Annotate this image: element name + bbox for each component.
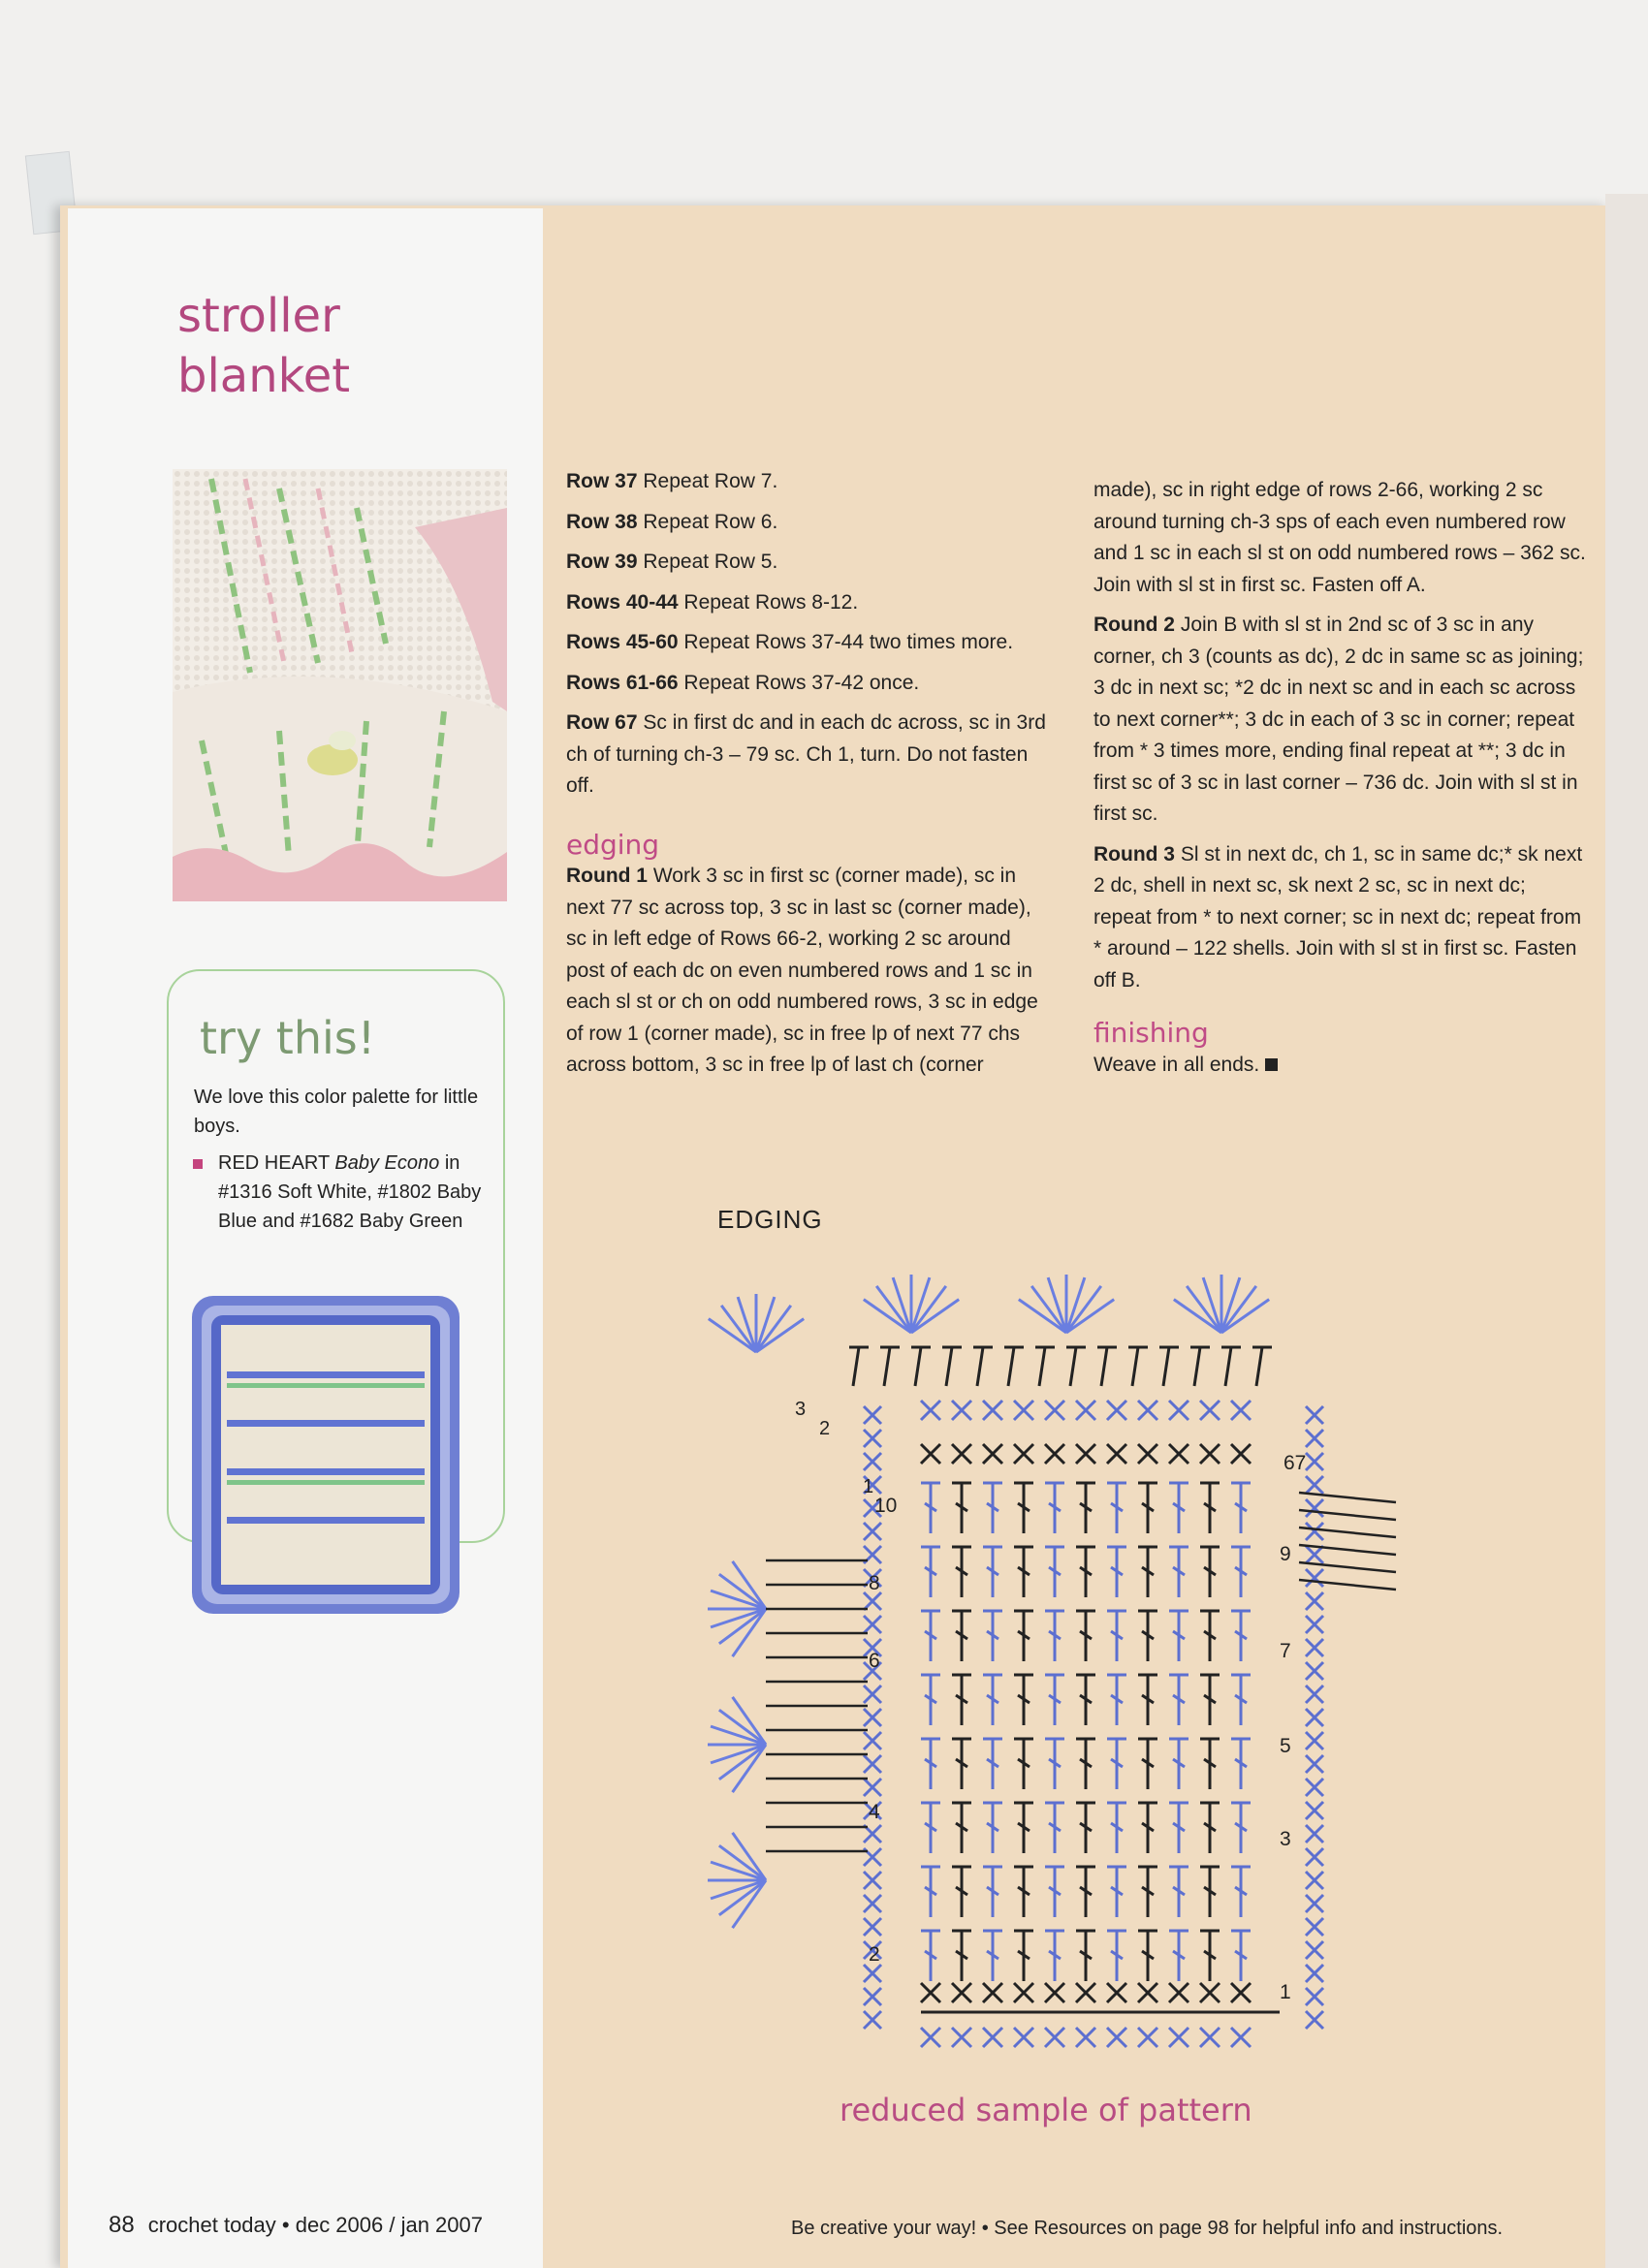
dc-stitch-mark [952, 1675, 971, 1725]
dc-stitch-mark [952, 1803, 971, 1853]
corner-number-label: 2 [819, 1418, 831, 1439]
dc-stitch-mark [1231, 1803, 1251, 1853]
dc-stitch-mark [983, 1675, 1002, 1725]
round-1-continued: made), sc in right edge of rows 2-66, working 2 sc around turning ch-3 sps of each even numbered row and 1 sc in each sl st on odd numbered rows – 362 sc. Join with sl st in first sc. Fasten off A. [1093, 479, 1586, 596]
try-this-yarn [218, 1149, 490, 1236]
dc-stitch-mark [1138, 1931, 1157, 1981]
yarn-brand: RED HEART [218, 1152, 330, 1174]
dc-stitch-mark [1045, 1675, 1064, 1725]
sc-stitch-mark [1231, 1983, 1251, 2002]
dc-stitch-mark [1076, 1611, 1095, 1661]
corner-number-label: 3 [795, 1399, 807, 1420]
dc-stitch-mark [1200, 1867, 1220, 1917]
sc-stitch-mark [864, 2011, 881, 2029]
sc-stitch-mark [1200, 1401, 1220, 1420]
dc-stitch-mark [1169, 1867, 1188, 1917]
dc-stitch-mark [1200, 1483, 1220, 1533]
sc-stitch-mark [921, 1983, 940, 2002]
sc-stitch-mark [1107, 1401, 1126, 1420]
dc-stitch-mark [1200, 1611, 1220, 1661]
corner-number-label: 1 [863, 1476, 874, 1497]
chart-svg [659, 1241, 1454, 2074]
dc-stitch-mark [1076, 1867, 1095, 1917]
edge-dc-mark [1128, 1347, 1148, 1386]
facing-page-edge [1605, 194, 1648, 2268]
sc-stitch-mark [921, 1401, 940, 1420]
sc-stitch-mark [1306, 1685, 1323, 1703]
dc-stitch-mark [1107, 1931, 1126, 1981]
dc-stitch-mark [1076, 1675, 1095, 1725]
sc-stitch-mark [1045, 2028, 1064, 2047]
sc-stitch-mark [864, 1709, 881, 1726]
sc-stitch-mark [1306, 1476, 1323, 1494]
sc-stitch-mark [983, 1983, 1002, 2002]
sc-stitch-mark [952, 1983, 971, 2002]
dc-stitch-mark [1107, 1867, 1126, 1917]
finishing-heading: finishing [1093, 1017, 1209, 1049]
dc-stitch-mark [1107, 1483, 1126, 1533]
edge-dc-mark [1252, 1347, 1272, 1386]
edge-dc-mark [1035, 1347, 1055, 1386]
page-footer-left: 88 crochet today • dec 2006 / jan 2007 [109, 2212, 483, 2238]
sc-stitch-mark [1107, 1444, 1126, 1464]
dc-stitch-mark [983, 1739, 1002, 1789]
blanket-photo [173, 469, 507, 901]
shell-stitch-mark [709, 1319, 756, 1352]
shell-stitch-mark [719, 1609, 766, 1644]
bullet-square-icon [193, 1159, 203, 1169]
dc-stitch-mark [1045, 1611, 1064, 1661]
dc-stitch-mark [1107, 1739, 1126, 1789]
sc-stitch-mark [864, 1779, 881, 1796]
sc-stitch-mark [1306, 1430, 1323, 1447]
page-title-line-2: blanket [177, 349, 351, 403]
instructions-column-2 [1093, 475, 1588, 1081]
dc-stitch-mark [1231, 1867, 1251, 1917]
edge-dc-mark [1299, 1580, 1396, 1590]
sc-stitch-mark [1076, 1983, 1095, 2002]
edging-heading: edging [566, 828, 660, 861]
dc-stitch-mark [1169, 1675, 1188, 1725]
dc-stitch-mark [1014, 1739, 1033, 1789]
shell-stitch-mark [719, 1880, 766, 1915]
sc-stitch-mark [1014, 1983, 1033, 2002]
dc-stitch-mark [952, 1867, 971, 1917]
sc-stitch-mark [1200, 1983, 1220, 2002]
sc-stitch-mark [1138, 1401, 1157, 1420]
sc-stitch-mark [1200, 1444, 1220, 1464]
dc-stitch-mark [1200, 1675, 1220, 1725]
dc-stitch-mark [1169, 1611, 1188, 1661]
sc-stitch-mark [864, 1592, 881, 1610]
row-38: Row 38 Repeat Row 6. [566, 510, 778, 533]
sc-stitch-mark [1200, 2028, 1220, 2047]
edge-dc-mark [1221, 1347, 1241, 1386]
sc-stitch-mark [864, 1965, 881, 1982]
edge-dc-mark [1190, 1347, 1210, 1386]
shell-stitch-mark [1203, 1277, 1221, 1333]
shell-stitch-mark [756, 1319, 804, 1352]
end-square-icon [1265, 1058, 1278, 1071]
page-number: 88 [109, 2212, 135, 2238]
sc-stitch-mark [1306, 1825, 1323, 1843]
row-number-label: 4 [869, 1801, 880, 1823]
dc-stitch-mark [1076, 1547, 1095, 1597]
dc-stitch-mark [1107, 1547, 1126, 1597]
dc-stitch-mark [983, 1547, 1002, 1597]
shell-stitch-mark [1221, 1277, 1240, 1333]
sc-stitch-mark [1306, 2011, 1323, 2029]
dc-stitch-mark [1138, 1803, 1157, 1853]
dc-stitch-mark [1045, 1803, 1064, 1853]
dc-stitch-mark [1076, 1483, 1095, 1533]
sc-stitch-mark [1107, 1983, 1126, 2002]
shell-stitch-mark [738, 1297, 756, 1352]
shell-stitch-mark [733, 1561, 766, 1609]
dc-stitch-mark [952, 1611, 971, 1661]
try-this-heading: try this! [200, 1012, 376, 1064]
dc-stitch-mark [921, 1867, 940, 1917]
dc-stitch-mark [1200, 1739, 1220, 1789]
sc-stitch-mark [864, 1918, 881, 1936]
sc-stitch-mark [1076, 1444, 1095, 1464]
sc-stitch-mark [1306, 1732, 1323, 1749]
sc-stitch-mark [1306, 1918, 1323, 1936]
sc-stitch-mark [1138, 2028, 1157, 2047]
sc-stitch-mark [1306, 1755, 1323, 1773]
dc-stitch-mark [1045, 1547, 1064, 1597]
dc-stitch-mark [983, 1867, 1002, 1917]
dc-stitch-mark [921, 1803, 940, 1853]
dc-stitch-mark [1014, 1483, 1033, 1533]
sc-stitch-mark [1306, 1941, 1323, 1959]
sc-stitch-mark [1231, 1401, 1251, 1420]
shell-stitch-mark [911, 1286, 946, 1333]
dc-stitch-mark [1107, 1675, 1126, 1725]
edging-chart [659, 1241, 1454, 2074]
shell-stitch-mark [911, 1277, 930, 1333]
dc-stitch-mark [952, 1739, 971, 1789]
dc-stitch-mark [1014, 1675, 1033, 1725]
dc-stitch-mark [1076, 1739, 1095, 1789]
dc-stitch-mark [1107, 1803, 1126, 1853]
shell-stitch-mark [733, 1697, 766, 1745]
sc-stitch-mark [1306, 1523, 1323, 1540]
dc-stitch-mark [1138, 1483, 1157, 1533]
shell-stitch-mark [721, 1306, 756, 1352]
dc-stitch-mark [1138, 1547, 1157, 1597]
dc-stitch-mark [921, 1675, 940, 1725]
dc-stitch-mark [1014, 1547, 1033, 1597]
sc-stitch-mark [921, 1444, 940, 1464]
edge-dc-mark [880, 1347, 900, 1386]
sc-stitch-mark [864, 1616, 881, 1633]
sc-stitch-mark [983, 1444, 1002, 1464]
dc-stitch-mark [1169, 1739, 1188, 1789]
sc-stitch-mark [983, 1401, 1002, 1420]
round-3: Round 3 Sl st in next dc, ch 1, sc in same dc;* sk next 2 dc, shell in next sc, sk next 2 sc, sc in next dc; repeat from * to next corner; sc in next dc; repeat from * around – 122 shells. Join with sl st in first sc. Fasten off B. [1093, 842, 1583, 992]
shell-stitch-mark [733, 1745, 766, 1792]
dc-stitch-mark [1231, 1483, 1251, 1533]
shell-stitch-mark [1221, 1300, 1269, 1333]
shell-stitch-mark [1187, 1286, 1221, 1333]
edge-dc-mark [1004, 1347, 1024, 1386]
dc-stitch-mark [983, 1483, 1002, 1533]
dc-stitch-mark [921, 1611, 940, 1661]
row-number-label: 7 [1280, 1640, 1291, 1662]
sc-stitch-mark [1306, 1662, 1323, 1680]
page-footer-right: Be creative your way! • See Resources on page 98 for helpful info and instructions. [791, 2218, 1504, 2239]
dc-stitch-mark [1138, 1675, 1157, 1725]
sc-stitch-mark [1306, 1988, 1323, 2005]
shell-stitch-mark [711, 1609, 766, 1627]
sc-stitch-mark [1306, 1453, 1323, 1470]
dc-stitch-mark [1014, 1931, 1033, 1981]
shell-stitch-mark [876, 1286, 911, 1333]
sc-stitch-mark [1169, 2028, 1188, 2047]
sc-stitch-mark [1306, 1779, 1323, 1796]
shell-stitch-mark [733, 1833, 766, 1880]
shell-stitch-mark [719, 1845, 766, 1880]
sc-stitch-mark [1306, 1848, 1323, 1866]
sc-stitch-mark [864, 1988, 881, 2005]
sc-stitch-mark [1169, 1401, 1188, 1420]
sc-stitch-mark [1306, 1569, 1323, 1587]
sc-stitch-mark [1138, 1983, 1157, 2002]
edge-dc-mark [1159, 1347, 1179, 1386]
row-67: Row 67 Sc in first dc and in each dc across, sc in 3rd ch of turning ch-3 – 79 sc. Ch 1, turn. Do not fasten off. [566, 711, 1046, 797]
shell-stitch-mark [719, 1574, 766, 1609]
shell-stitch-mark [711, 1862, 766, 1880]
dc-stitch-mark [1231, 1547, 1251, 1597]
shell-stitch-mark [864, 1300, 911, 1333]
sc-stitch-mark [1045, 1444, 1064, 1464]
sc-stitch-mark [952, 1401, 971, 1420]
sc-stitch-mark [864, 1523, 881, 1540]
round-2: Round 2 Join B with sl st in 2nd sc of 3 sc in any corner, ch 3 (counts as dc), 2 dc in same sc as joining; 3 dc in next sc; *2 dc in next sc and in each sc across to next corner**; 3 dc in each of 3 sc in corner; repeat from * 3 times more, ending final repeat at **; 3 dc in first sc of 3 sc in last corner – 736 dc. Join with sl st in first sc. [1093, 614, 1584, 825]
finishing-text: Weave in all ends. [1093, 1050, 1588, 1082]
dc-stitch-mark [1231, 1931, 1251, 1981]
sc-stitch-mark [1014, 2028, 1033, 2047]
dc-stitch-mark [1014, 1867, 1033, 1917]
dc-stitch-mark [1138, 1867, 1157, 1917]
shell-stitch-mark [1031, 1286, 1066, 1333]
row-number-label: 6 [869, 1650, 880, 1672]
row-number-label: 5 [1280, 1735, 1291, 1757]
shell-stitch-mark [719, 1745, 766, 1780]
shell-stitch-mark [733, 1609, 766, 1656]
sc-stitch-mark [1076, 2028, 1095, 2047]
dc-stitch-mark [1014, 1611, 1033, 1661]
sc-stitch-mark [1306, 1546, 1323, 1563]
sc-stitch-mark [1306, 1872, 1323, 1889]
sc-stitch-mark [864, 1685, 881, 1703]
shell-stitch-mark [1066, 1286, 1101, 1333]
row-number-label: 67 [1284, 1452, 1307, 1474]
swatch-photo [188, 1292, 463, 1618]
shell-stitch-mark [1174, 1300, 1221, 1333]
dc-stitch-mark [921, 1547, 940, 1597]
sc-stitch-mark [952, 2028, 971, 2047]
sc-stitch-mark [1306, 1499, 1323, 1517]
shell-stitch-mark [1048, 1277, 1066, 1333]
shell-stitch-mark [711, 1880, 766, 1899]
yarn-name: Baby Econo [334, 1152, 440, 1174]
dc-stitch-mark [1169, 1547, 1188, 1597]
shell-stitch-mark [911, 1300, 959, 1333]
row-37: Row 37 Repeat Row 7. [566, 470, 778, 492]
sc-stitch-mark [1169, 1444, 1188, 1464]
sc-stitch-mark [1306, 1592, 1323, 1610]
sc-stitch-mark [921, 2028, 940, 2047]
shell-stitch-mark [719, 1710, 766, 1745]
sc-stitch-mark [1306, 1965, 1323, 1982]
dc-stitch-mark [1200, 1547, 1220, 1597]
dc-stitch-mark [1107, 1611, 1126, 1661]
shell-stitch-mark [1066, 1277, 1085, 1333]
sc-stitch-mark [1231, 2028, 1251, 2047]
sc-stitch-mark [864, 1453, 881, 1470]
dc-stitch-mark [1045, 1867, 1064, 1917]
sc-stitch-mark [1306, 1802, 1323, 1819]
row-number-label: 9 [1280, 1543, 1291, 1565]
dc-stitch-mark [1014, 1803, 1033, 1853]
dc-stitch-mark [1231, 1611, 1251, 1661]
row-number-label: 10 [874, 1495, 898, 1517]
sc-stitch-mark [1014, 1401, 1033, 1420]
sc-stitch-mark [864, 1872, 881, 1889]
sc-stitch-mark [1306, 1709, 1323, 1726]
sc-stitch-mark [1045, 1401, 1064, 1420]
sc-stitch-mark [1045, 1983, 1064, 2002]
dc-stitch-mark [1200, 1803, 1220, 1853]
shell-stitch-mark [1019, 1300, 1066, 1333]
rows-61-66: Rows 61-66 Repeat Rows 37-42 once. [566, 671, 920, 694]
sc-stitch-mark [983, 2028, 1002, 2047]
page-title-line-1: stroller [177, 289, 340, 343]
dc-stitch-mark [1138, 1611, 1157, 1661]
dc-stitch-mark [1231, 1675, 1251, 1725]
magazine-name: crochet today [147, 2213, 276, 2237]
row-number-label: 3 [1280, 1828, 1291, 1850]
edge-dc-mark [1299, 1493, 1396, 1502]
sc-stitch-mark [864, 1895, 881, 1912]
edge-dc-mark [849, 1347, 869, 1386]
dc-stitch-mark [1076, 1803, 1095, 1853]
sc-stitch-mark [1138, 1444, 1157, 1464]
dc-stitch-mark [1200, 1931, 1220, 1981]
sc-stitch-mark [1076, 1401, 1095, 1420]
dc-stitch-mark [1045, 1931, 1064, 1981]
dc-stitch-mark [1231, 1739, 1251, 1789]
sc-stitch-mark [1306, 1895, 1323, 1912]
sc-stitch-mark [864, 1732, 881, 1749]
rows-45-60: Rows 45-60 Repeat Rows 37-44 two times more. [566, 631, 1014, 653]
sc-stitch-mark [1306, 1639, 1323, 1656]
sc-stitch-mark [864, 1406, 881, 1424]
instructions-column-1 [566, 466, 1051, 1082]
edge-dc-mark [1066, 1347, 1086, 1386]
edge-dc-mark [1299, 1562, 1396, 1572]
shell-stitch-mark [711, 1591, 766, 1609]
shell-stitch-mark [756, 1297, 775, 1352]
sc-stitch-mark [1107, 2028, 1126, 2047]
shell-stitch-mark [1221, 1286, 1256, 1333]
row-number-label: 2 [869, 1943, 880, 1966]
dc-stitch-mark [1169, 1931, 1188, 1981]
edge-dc-mark [1299, 1510, 1396, 1520]
dc-stitch-mark [952, 1547, 971, 1597]
try-this-intro: We love this color palette for little boys. [194, 1087, 479, 1137]
row-number-label: 8 [869, 1572, 880, 1594]
sc-stitch-mark [1169, 1983, 1188, 2002]
dc-stitch-mark [983, 1803, 1002, 1853]
row-number-label: 1 [1280, 1981, 1291, 2003]
shell-stitch-mark [756, 1306, 791, 1352]
dc-stitch-mark [1045, 1483, 1064, 1533]
sc-stitch-mark [952, 1444, 971, 1464]
dc-stitch-mark [983, 1611, 1002, 1661]
shell-stitch-mark [711, 1745, 766, 1763]
sc-stitch-mark [864, 1755, 881, 1773]
sc-stitch-mark [1231, 1444, 1251, 1464]
chart-label: EDGING [717, 1205, 823, 1234]
dc-stitch-mark [1169, 1803, 1188, 1853]
shell-stitch-mark [893, 1277, 911, 1333]
shell-stitch-mark [1066, 1300, 1114, 1333]
dc-stitch-mark [952, 1483, 971, 1533]
sc-stitch-mark [1306, 1406, 1323, 1424]
sc-stitch-mark [864, 1430, 881, 1447]
dc-stitch-mark [983, 1931, 1002, 1981]
edge-dc-mark [942, 1347, 962, 1386]
dc-stitch-mark [921, 1739, 940, 1789]
dc-stitch-mark [921, 1931, 940, 1981]
row-39: Row 39 Repeat Row 5. [566, 551, 778, 573]
dc-stitch-mark [921, 1483, 940, 1533]
edge-dc-mark [911, 1347, 931, 1386]
dc-stitch-mark [1138, 1739, 1157, 1789]
round-1: Round 1 Work 3 sc in first sc (corner made), sc in next 77 sc across top, 3 sc in last sc (corner made), sc in left edge of Rows 66-2, working 2 sc around post of each dc on even numbered rows and 1 sc in each sl st or ch on odd numbered rows, 3 sc in edge of row 1 (corner made), sc in free lp of next 77 chs across bottom, 3 sc in free lp of last ch (corner [566, 865, 1038, 1076]
dc-stitch-mark [1169, 1483, 1188, 1533]
yarn-colors: in #1316 Soft White, #1802 Baby Blue and #1682 Baby Green [218, 1152, 482, 1232]
edge-dc-mark [973, 1347, 993, 1386]
shell-stitch-mark [711, 1726, 766, 1745]
sc-stitch-mark [1306, 1616, 1323, 1633]
sc-stitch-mark [1014, 1444, 1033, 1464]
issue-date: dec 2006 / jan 2007 [295, 2213, 483, 2237]
shell-stitch-mark [733, 1880, 766, 1928]
edge-dc-mark [1097, 1347, 1117, 1386]
chart-caption: reduced sample of pattern [840, 2092, 1252, 2128]
dc-stitch-mark [1045, 1739, 1064, 1789]
dc-stitch-mark [952, 1931, 971, 1981]
rows-40-44: Rows 40-44 Repeat Rows 8-12. [566, 590, 859, 614]
dc-stitch-mark [1076, 1931, 1095, 1981]
